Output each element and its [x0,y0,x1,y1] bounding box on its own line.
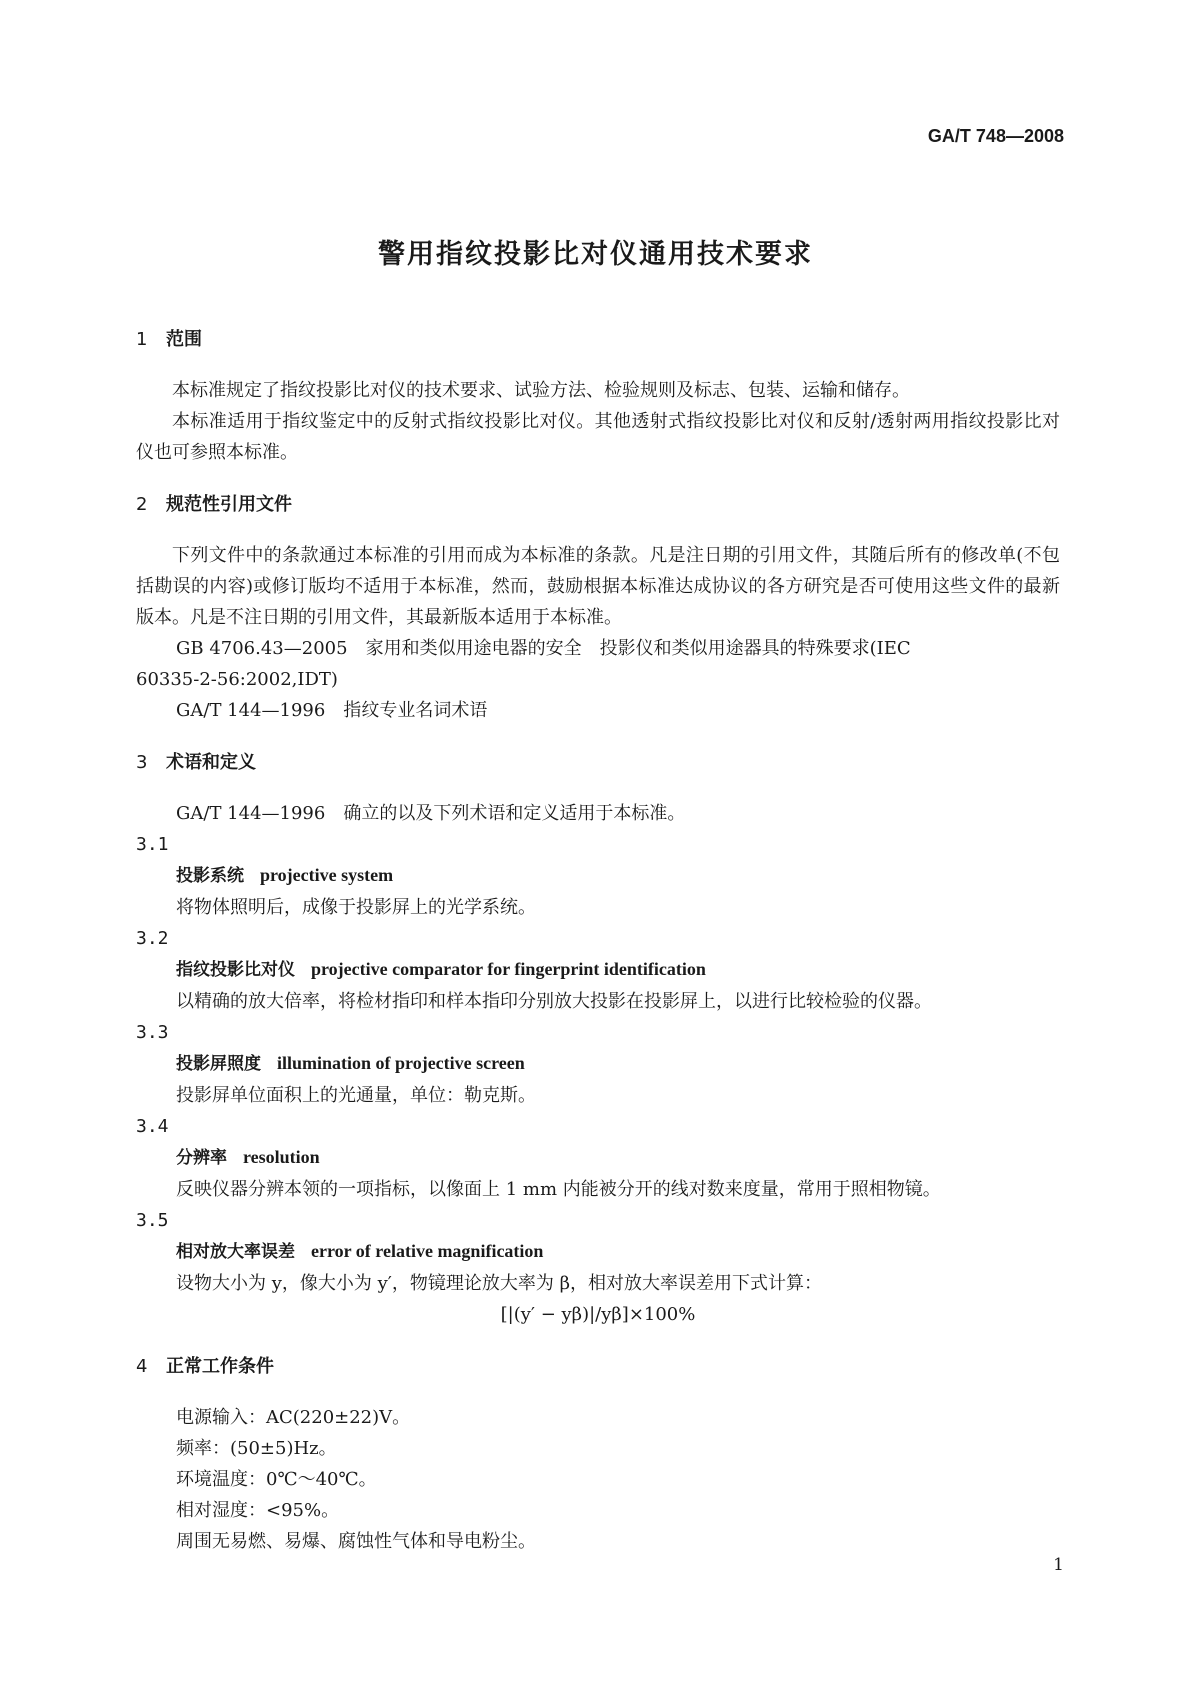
condition-item: 周围无易燃、易爆、腐蚀性气体和导电粉尘。 [176,1531,536,1552]
section-title: 规范性引用文件 [166,494,292,515]
term-name [136,954,1060,986]
condition-item: 环境温度：0℃～40℃。 [176,1469,377,1490]
page-number: 1 [1053,1555,1064,1575]
scope-paragraph-1: 本标准规定了指纹投影比对仪的技术要求、试验方法、检验规则及标志、包装、运输和储存。 [172,380,910,401]
section-heading-scope [136,325,1060,355]
section-heading-terms [136,748,1060,778]
term-definition: 以精确的放大倍率，将检材指印和样本指印分别放大投影在投影屏上，以进行比较检验的仪器。 [176,991,932,1012]
term-definition: 将物体照明后，成像于投影屏上的光学系统。 [176,897,536,918]
reference-code: GA/T 144—1996 [176,803,326,824]
term-name-en: resolution [243,1147,320,1167]
reference-continuation: 60335-2-56:2002,IDT) [136,669,338,690]
term-name-zh: 相对放大率误差 [176,1242,295,1262]
standard-code: GA/T 748—2008 [927,126,1064,146]
term-definition: 投影屏单位面积上的光通量，单位：勒克斯。 [176,1085,536,1106]
term-name-en: error of relative magnification [311,1241,544,1261]
term-name-en: projective system [260,865,394,885]
term-name [136,1142,1060,1174]
section-title: 范围 [166,329,202,350]
section-number: 3 [136,752,148,773]
scope-paragraph-2: 本标准适用于指纹鉴定中的反射式指纹投影比对仪。其他透射式指纹投影比对仪和反射/透射两用指纹投影比对仪也可参照本标准。 [136,411,1060,463]
references-paragraph: 下列文件中的条款通过本标准的引用而成为本标准的条款。凡是注日期的引用文件，其随后所有的修改单(不包括勘误的内容)或修订版均不适用于本标准，然而，鼓励根据本标准达成协议的各方研究是否可使用这些文件的最新版本。凡是不注日期的引用文件，其最新版本适用于本标准。 [136,545,1060,628]
condition-item: 相对湿度：<95%。 [176,1500,340,1521]
term-definition: 反映仪器分辨本领的一项指标，以像面上 1 mm 内能被分开的线对数来度量，常用于照相物镜。 [176,1179,941,1200]
condition-item: 电源输入：AC(220±22)V。 [176,1407,411,1428]
section-heading-operating-conditions [136,1352,1060,1382]
term-entry [136,1111,1060,1205]
terms-intro-text: 确立的以及下列术语和定义适用于本标准。 [343,803,686,824]
terms-intro [136,798,1060,829]
term-number: 3.4 [136,1116,169,1137]
term-name-en: projective comparator for fingerprint identification [311,959,706,979]
section-number: 4 [136,1356,148,1377]
section-title: 正常工作条件 [166,1356,274,1377]
reference-code: GA/T 144—1996 [176,700,326,721]
term-name-zh: 指纹投影比对仪 [176,960,295,980]
section-title: 术语和定义 [166,752,256,773]
reference-code: GB 4706.43—2005 [176,638,348,659]
term-number: 3.2 [136,928,169,949]
document-title: 警用指纹投影比对仪通用技术要求 [378,239,813,270]
term-entry [136,1017,1060,1111]
term-number: 3.3 [136,1022,169,1043]
reference-title: 指纹专业名词术语 [343,700,488,721]
section-number: 1 [136,329,148,350]
reference-title: 家用和类似用途电器的安全 投影仪和类似用途器具的特殊要求(IEC [365,638,911,659]
term-name-zh: 投影系统 [176,866,244,886]
term-entry [136,923,1060,1017]
term-name-en: illumination of projective screen [277,1053,525,1073]
term-name-zh: 分辨率 [176,1148,227,1168]
term-name-zh: 投影屏照度 [176,1054,261,1074]
condition-item: 频率：(50±5)Hz。 [176,1438,337,1459]
term-entry [136,1205,1060,1330]
formula: [|(y′ − yβ)|/yβ]×100% [500,1304,696,1325]
reference-item [136,695,1060,726]
document-body [136,325,1060,1557]
term-name [136,1236,1060,1268]
term-entry [136,829,1060,923]
reference-item [136,633,1060,664]
section-heading-normative-references [136,490,1060,520]
section-number: 2 [136,494,148,515]
term-name [136,1048,1060,1080]
term-definition: 设物大小为 y，像大小为 y′，物镜理论放大率为 β，相对放大率误差用下式计算： [176,1273,822,1294]
term-number: 3.1 [136,834,169,855]
term-name [136,860,1060,892]
term-number: 3.5 [136,1210,169,1231]
